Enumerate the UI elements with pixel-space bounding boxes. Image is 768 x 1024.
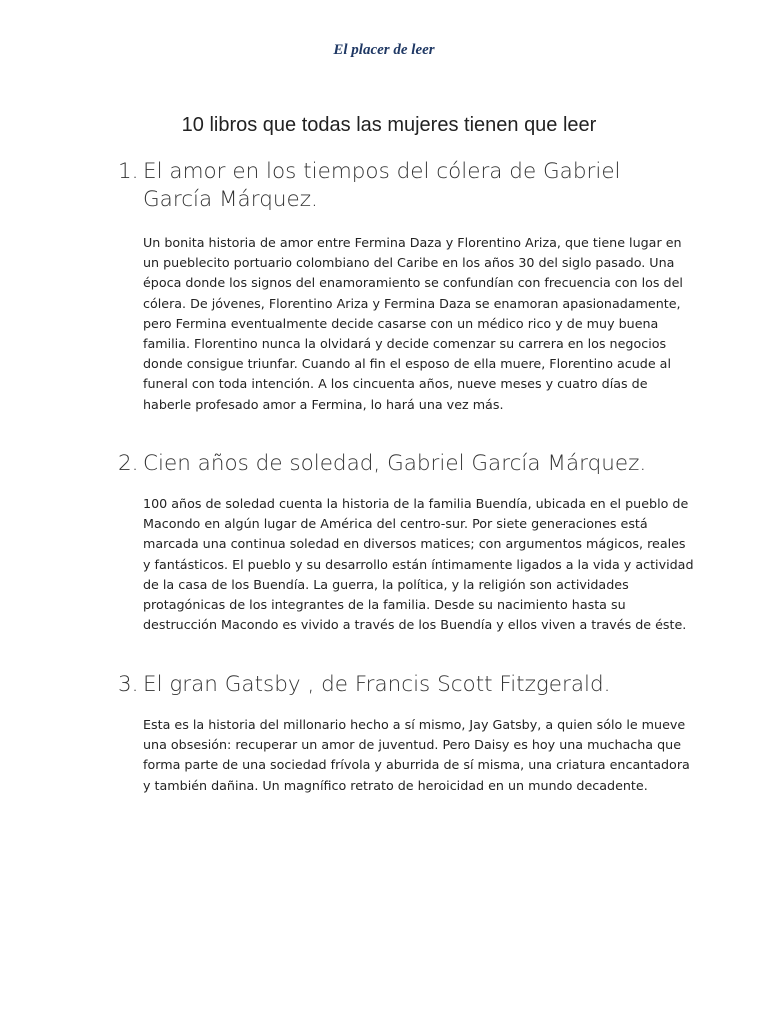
list-number: 2. [118,451,139,476]
page-header: El placer de leer [333,42,435,58]
book-heading-1 [118,158,678,214]
list-number: 3. [118,672,139,697]
book-description-1: Un bonita historia de amor entre Fermina Daza y Florentino Ariza, que tiene lugar en un pueblecito portuario colombiano del Caribe en los años 30 del siglo pasado. Una época donde los signos del enamoramiento se confundían con frecuencia con los del cólera. De jóvenes, Florentino Ariza y Fermina Daza se enamoran apasionadamente, pero Fermina eventualmente decide casarse con un médico rico y de muy buena familia. Florentino nunca la olvidará y decide comenzar su carrera en los negocios donde consigue triunfar. Cuando al fin el esposo de ella muere, Florentino acude al funeral con toda intención. A los cincuenta años, nueve meses y cuatro días de haberle profesado amor a Fermina, lo hará una vez más. [143,235,683,412]
book-title: Cien años de soledad, Gabriel García Márquez. [143,451,647,476]
book-description-3: Esta es la historia del millonario hecho a sí mismo, Jay Gatsby, a quien sólo le mueve una obsesión: recuperar un amor de juventud. Pero Daisy es hoy una muchacha que forma parte de una sociedad frívola y aburrida de sí misma, una criatura encantadora y también dañina. Un magnífico retrato de heroicidad en un mundo decadente. [143,717,690,793]
book-title: El amor en los tiempos del cólera de Gabriel García Márquez. [143,159,621,212]
book-title: El gran Gatsby , de Francis Scott Fitzgerald. [143,672,611,697]
list-number: 1. [118,159,139,184]
book-description-2: 100 años de soledad cuenta la historia de la familia Buendía, ubicada en el pueblo de Macondo en algún lugar de América del centro-sur. Por siete generaciones está marcada una continua soledad en diversos matices; con argumentos mágicos, reales y fantásticos. El pueblo y su desarrollo están íntimamente ligados a la vida y actividad de la casa de los Buendía. La guerra, la política, y la religión son actividades protagónicas de los integrantes de la familia. Desde su nacimiento hasta su destrucción Macondo es vivido a través de los Buendía y ellos viven a través de éste. [143,496,694,633]
book-heading-2 [118,450,678,478]
book-heading-3 [118,671,678,699]
document-title: 10 libros que todas las mujeres tienen que leer [181,114,597,136]
